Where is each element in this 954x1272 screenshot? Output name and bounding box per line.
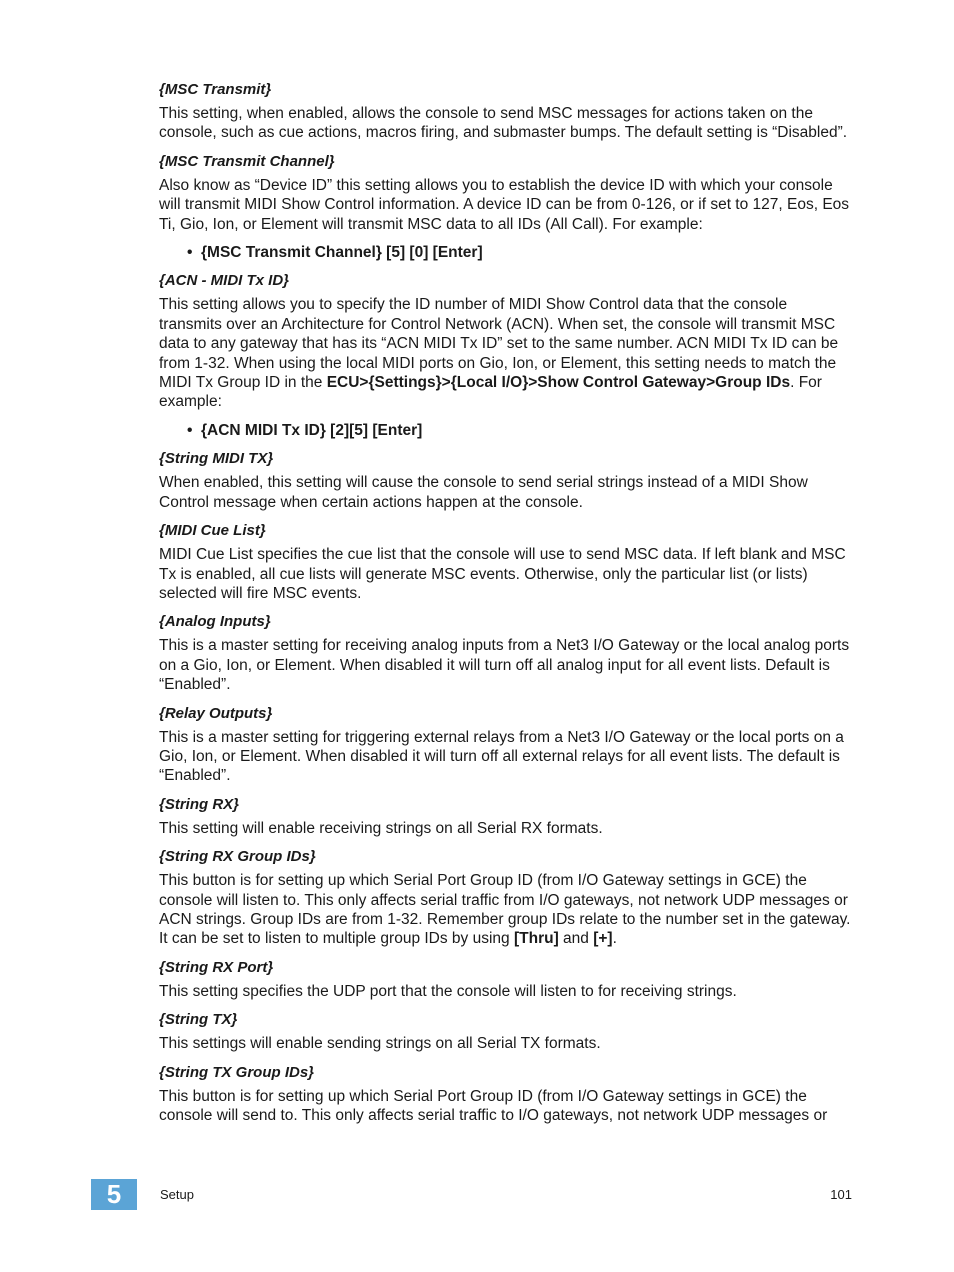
bullet-icon: • [187,421,193,439]
acn-midi-tx-id-body [159,295,853,411]
msc-transmit-channel-heading: {MSC Transmit Channel} [159,152,335,170]
bullet-icon: • [187,244,193,262]
string-rx-port-body: This setting specifies the UDP port that the console will listen to for receiving strings. [159,982,737,1000]
string-tx-group-ids-body: This button is for setting up which Serial Port Group ID (from I/O Gateway settings in GCE) the console will send to. This only affects serial traffic to I/O gateways, not network UDP messages or [159,1087,828,1124]
menu-path: ECU>{Settings}>{Local I/O}>Show Control Gateway>Group IDs [326,374,791,392]
msc-transmit-channel-example [159,243,853,262]
string-rx-heading: {String RX} [159,795,240,813]
string-rx-body: This setting will enable receiving strings on all Serial RX formats. [159,819,603,837]
string-rx-group-ids-heading: {String RX Group IDs} [159,848,316,866]
body-text-end: . For example: [159,374,822,411]
example-text: {ACN MIDI Tx ID} [2][5] [Enter] [201,421,423,439]
string-tx-group-ids-heading: {String TX Group IDs} [159,1063,315,1081]
midi-cue-list-body: MIDI Cue List specifies the cue list that the console will use to send MSC data. If left blank and MSC Tx is enabled, all cue lists will generate MSC events. Otherwise, only the particular list (or lists) selected will fire MSC events. [159,546,846,602]
msc-transmit-heading: {MSC Transmit} [159,81,272,98]
period: . [612,930,617,948]
body-text: This setting allows you to specify the ID number of MIDI Show Control data that the console transmits over an Architecture for Control Network (ACN). When set, the console will transmit MSC data to any gateway that has its “ACN MIDI Tx ID” set to the same number. ACN MIDI Tx ID can be from 1-32. When using the local MIDI ports on Gio, Ion, or Element, this setting needs to match the MIDI Tx Group ID in the [159,296,839,392]
chapter-tab: 5 [91,1179,137,1210]
acn-midi-tx-id-example [159,421,853,440]
page-number: 101 [830,1187,852,1202]
string-midi-tx-body: When enabled, this setting will cause the console to send serial strings instead of a MIDI Show Control message when certain actions happen at the console. [159,474,808,511]
string-tx-body: This settings will enable sending strings on all Serial TX formats. [159,1035,601,1053]
string-midi-tx-heading: {String MIDI TX} [159,450,274,468]
analog-inputs-body: This is a master setting for receiving analog inputs from a Net3 I/O Gateway or the local analog ports on a Gio, Ion, or Element. When disabled it will turn off all analog input for all event lists. Default is “Enabled”. [159,637,850,694]
midi-cue-list-heading: {MIDI Cue List} [159,522,266,540]
plus-key: [+] [593,930,613,948]
string-rx-group-ids-body [159,871,853,949]
msc-transmit-body: This setting, when enabled, allows the console to send MSC messages for actions taken on the console, such as cue actions, macros firing, and submaster bumps. The default setting is “Disabled”. [159,105,848,142]
acn-midi-tx-id-heading: {ACN - MIDI Tx ID} [159,272,290,290]
body-text: This button is for setting up which Serial Port Group ID (from I/O Gateway settings in GCE) the console will listen to. This only affects serial traffic from I/O gateways, not network UDP messages or ACN strings. Group IDs are from 1-32. Remember group IDs relate to the number set in the gateway. It can be set to listen to multiple group IDs by using [159,872,851,948]
msc-transmit-channel-body: Also know as “Device ID” this setting allows you to establish the device ID with which your console will transmit MIDI Show Control information. A device ID can be from 0-126, or if set to 127, Eos, Eos Ti, Gio, Ion, or Element will transmit MSC data to all IDs (All Call). For example: [159,176,850,233]
chapter-title: Setup [160,1187,194,1202]
thru-key: [Thru] [513,930,559,948]
analog-inputs-heading: {Analog Inputs} [159,613,271,631]
and-text: and [558,930,594,948]
page-content [159,80,853,1134]
relay-outputs-body: This is a master setting for triggering external relays from a Net3 I/O Gateway or the local ports on a Gio, Ion, or Element. When disabled it will turn off all external relays for all event lists. The default is “Enabled”. [159,728,844,785]
string-rx-port-heading: {String RX Port} [159,958,274,976]
relay-outputs-heading: {Relay Outputs} [159,704,273,722]
example-text: {MSC Transmit Channel} [5] [0] [Enter] [201,244,483,262]
string-tx-heading: {String TX} [159,1011,238,1029]
